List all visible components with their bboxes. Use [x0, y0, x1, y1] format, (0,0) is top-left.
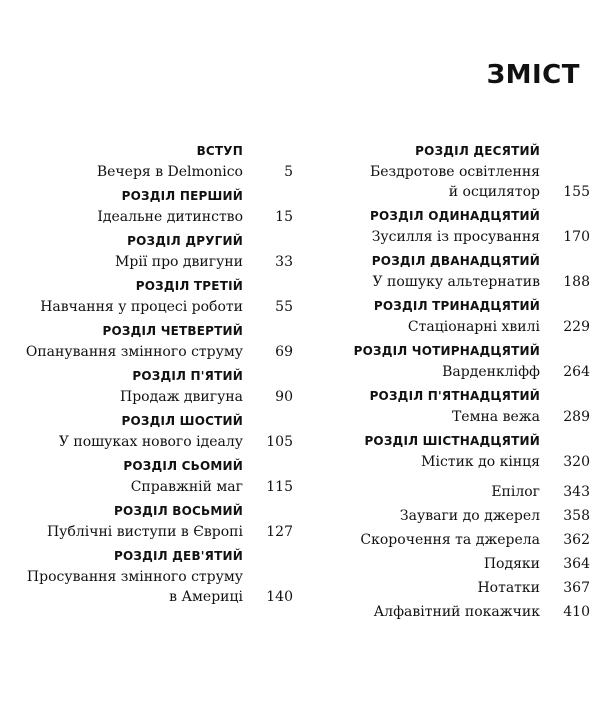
page-number: 362 [563, 532, 590, 548]
toc-entry [14, 458, 293, 497]
chapter-title: Стаціонарні хвилі [407, 319, 540, 335]
toc-entry [14, 368, 293, 407]
chapter-title: Зусилля із просування [371, 229, 540, 245]
page-number: 364 [563, 556, 590, 572]
chapter-heading: РОЗДІЛ ШІСТНАДЦЯТИЙ [364, 434, 540, 448]
toc-line [14, 297, 293, 317]
page-number: 289 [563, 409, 590, 425]
toc-line [14, 252, 293, 272]
page-number: 69 [275, 344, 293, 360]
chapter-title: Справжній маг [130, 479, 243, 495]
chapter-heading: РОЗДІЛ СЬОМИЙ [123, 459, 243, 473]
chapter-title: Мрії про двигуни [115, 254, 243, 270]
chapter-title: Просування змінного струму [26, 569, 243, 585]
chapter-heading: РОЗДІЛ ЧОТИРНАДЦЯТИЙ [353, 344, 540, 358]
chapter-heading: РОЗДІЛ ЧЕТВЕРТИЙ [102, 324, 243, 338]
toc-right-column [350, 143, 590, 626]
chapter-heading: РОЗДІЛ П'ЯТНАДЦЯТИЙ [369, 389, 540, 403]
chapter-heading: РОЗДІЛ ВОСЬМИЙ [114, 504, 243, 518]
toc-entry [14, 323, 293, 362]
toc-left-column [14, 143, 293, 613]
chapter-heading: РОЗДІЛ ПЕРШИЙ [121, 189, 243, 203]
toc-entry [14, 548, 293, 607]
chapter-title: в Америці [169, 589, 243, 605]
chapter-title: Містик до кінця [421, 454, 540, 470]
toc-line [350, 272, 590, 292]
toc-line [350, 362, 590, 382]
toc-line [14, 522, 293, 542]
toc-line [350, 578, 590, 598]
chapter-heading: ВСТУП [196, 144, 243, 158]
toc-entry [14, 278, 293, 317]
toc-line [350, 407, 590, 427]
back-matter-title: Нотатки [477, 580, 540, 596]
back-matter-title: Алфавітний покажчик [373, 604, 540, 620]
toc-line [350, 530, 590, 550]
toc-line [14, 162, 293, 182]
toc-entry [350, 208, 590, 247]
page-number: 229 [563, 319, 590, 335]
chapter-heading: РОЗДІЛ ДЕСЯТИЙ [415, 144, 540, 158]
chapter-title: У пошуках нового ідеалу [58, 434, 243, 450]
toc-line [350, 554, 590, 574]
back-matter-title: Подяки [483, 556, 540, 572]
toc-line [350, 162, 590, 182]
toc-entry [14, 503, 293, 542]
toc-line [350, 182, 590, 202]
toc-line [14, 342, 293, 362]
chapter-title: й осцилятор [448, 184, 540, 200]
chapter-title: Бездротове освітлення [369, 164, 540, 180]
page-number: 115 [266, 479, 293, 495]
page-number: 15 [275, 209, 293, 225]
toc-line [350, 602, 590, 622]
chapter-heading: РОЗДІЛ ШОСТИЙ [121, 414, 243, 428]
page-number: 140 [266, 589, 293, 605]
page-number: 358 [563, 508, 590, 524]
page-number: 343 [563, 484, 590, 500]
chapter-title: Навчання у процесі роботи [40, 299, 243, 315]
page-number: 5 [284, 164, 293, 180]
page-number: 188 [563, 274, 590, 290]
chapter-heading: РОЗДІЛ ТРЕТІЙ [135, 279, 243, 293]
toc-entry [350, 298, 590, 337]
toc-entry [350, 343, 590, 382]
page-number: 127 [266, 524, 293, 540]
toc-line [350, 482, 590, 502]
toc-line [14, 477, 293, 497]
page-number: 367 [563, 580, 590, 596]
toc-line [350, 452, 590, 472]
chapter-title: Публічні виступи в Європі [46, 524, 243, 540]
toc-entry [14, 188, 293, 227]
page-number: 33 [275, 254, 293, 270]
page-number: 170 [563, 229, 590, 245]
toc-line [350, 506, 590, 526]
chapter-title: Вечеря в Delmonico [96, 164, 243, 180]
toc-entry [14, 413, 293, 452]
page-title: ЗМІСТ [486, 60, 580, 90]
toc-line [350, 317, 590, 337]
toc-line [350, 227, 590, 247]
page-number: 90 [275, 389, 293, 405]
chapter-heading: РОЗДІЛ ДРУГИЙ [127, 234, 243, 248]
toc-line [14, 567, 293, 587]
toc-line [14, 387, 293, 407]
chapter-title: Продаж двигуна [120, 389, 243, 405]
chapter-title: У пошуку альтернатив [372, 274, 540, 290]
page-number: 410 [563, 604, 590, 620]
chapter-title: Ідеальне дитинство [97, 209, 243, 225]
toc-line [14, 587, 293, 607]
toc-line [14, 432, 293, 452]
chapter-heading: РОЗДІЛ ТРИНАДЦЯТИЙ [373, 299, 540, 313]
chapter-heading: РОЗДІЛ ДЕВ'ЯТИЙ [113, 549, 243, 563]
page-number: 320 [563, 454, 590, 470]
toc-entry [350, 253, 590, 292]
page-number: 55 [275, 299, 293, 315]
toc-entry [14, 143, 293, 182]
chapter-title: Варденкліфф [442, 364, 540, 380]
chapter-title: Опанування змінного струму [25, 344, 243, 360]
toc-entry [350, 433, 590, 472]
back-matter-list [350, 482, 590, 622]
chapter-heading: РОЗДІЛ П'ЯТИЙ [132, 369, 243, 383]
toc-entry [14, 233, 293, 272]
page-number: 264 [563, 364, 590, 380]
back-matter-title: Скорочення та джерела [360, 532, 540, 548]
chapter-heading: РОЗДІЛ ОДИНАДЦЯТИЙ [369, 209, 540, 223]
chapter-heading: РОЗДІЛ ДВАНАДЦЯТИЙ [371, 254, 540, 268]
back-matter-title: Зауваги до джерел [399, 508, 540, 524]
page-number: 105 [266, 434, 293, 450]
page-number: 155 [563, 184, 590, 200]
toc-entry [350, 388, 590, 427]
toc-entry [350, 143, 590, 202]
chapter-title: Темна вежа [451, 409, 540, 425]
back-matter-title: Епілог [491, 484, 540, 500]
toc-line [14, 207, 293, 227]
